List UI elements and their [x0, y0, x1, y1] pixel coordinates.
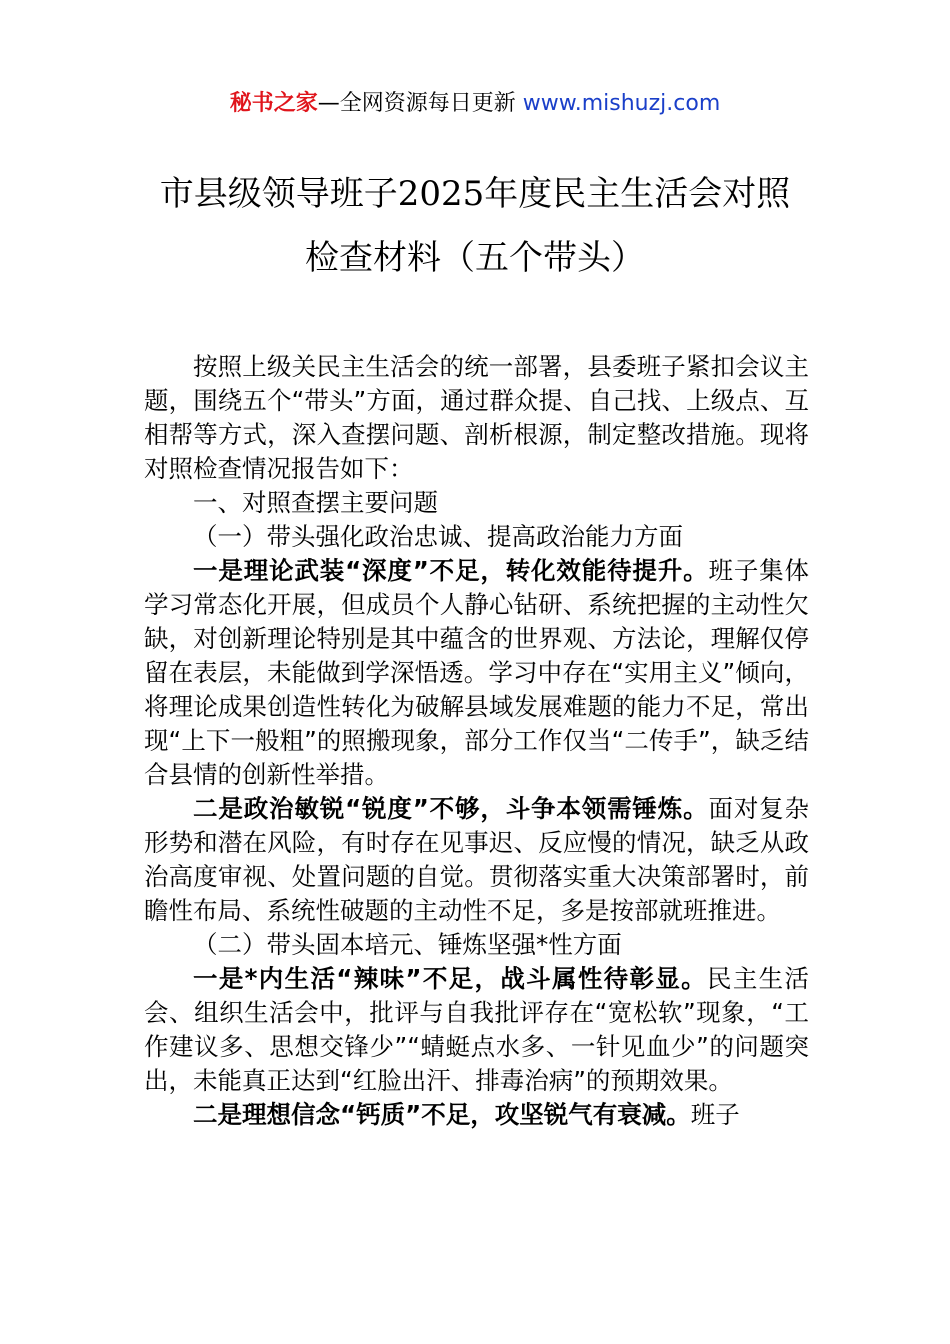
section-heading-1: 一、对照查摆主要问题 — [193, 488, 438, 517]
paragraph-3 — [144, 962, 809, 1098]
title-year: 2025 — [397, 174, 485, 214]
header-tagline: —全网资源每日更新 — [317, 91, 516, 116]
document-body — [144, 350, 809, 1132]
paragraph-2 — [144, 792, 809, 928]
subsection-heading-2: （二）带头固本培元、锤炼坚强*性方面 — [193, 930, 622, 959]
site-header — [0, 88, 950, 120]
paragraph-1-text: 班子集体学习常态化开展，但成员个人静心钻研、系统把握的主动性欠缺，对创新理论特别是其中蕴含的世界观、方法论，理解仅停留在表层，未能做到学深悟透。学习中存在“实用主义”倾向，将理论成果创造性转化为破解县域发展难题的能力不足，常出现“上下一般粗”的照搬现象，部分工作仅当“二传手”，缺乏结合县情的创新性举措。 — [144, 556, 810, 789]
document-title — [100, 162, 850, 290]
title-line-2: 检查材料（五个带头） — [305, 238, 645, 278]
intro-paragraph: 按照上级关民主生活会的统一部署，县委班子紧扣会议主题，围绕五个“带头”方面，通过群众提、自己找、上级点、互相帮等方式，深入查摆问题、剖析根源，制定整改措施。现将对照检查情况报告如下： — [144, 352, 809, 483]
paragraph-4-lead: 二是理想信念“钙质”不足，攻坚锐气有衰减。 — [193, 1100, 691, 1129]
brand-name: 秘书之家 — [229, 91, 318, 116]
title-line-1: 市县级领导班子2025年度民主生活会对照 — [159, 174, 791, 214]
paragraph-2-text: 面对复杂形势和潜在风险，有时存在见事迟、反应慢的情况，缺乏从政治高度审视、处置问题的自觉。贯彻落实重大决策部署时，前瞻性布局、系统性破题的主动性不足，多是按部就班推进。 — [144, 794, 810, 925]
paragraph-2-lead: 二是政治敏锐“锐度”不够，斗争本领需锤炼。 — [193, 794, 709, 823]
site-url-link[interactable]: www.mishuzj.com — [522, 91, 721, 116]
paragraph-4-text: 班子 — [690, 1100, 740, 1129]
paragraph-3-lead: 一是*内生活“辣味”不足，战斗属性待彰显。 — [193, 964, 708, 993]
subsection-heading-1: （一）带头强化政治忠诚、提高政治能力方面 — [193, 522, 683, 551]
paragraph-3-text: 民主生活会、组织生活会中，批评与自我批评存在“宽松软”现象，“工作建议多、思想交锋少”“蜻蜓点水多、一针见血少”的问题突出，未能真正达到“红脸出汗、排毒治病”的预期效果。 — [144, 964, 810, 1095]
paragraph-1-lead: 一是理论武装“深度”不足，转化效能待提升。 — [193, 556, 709, 585]
paragraph-4 — [144, 1098, 809, 1132]
paragraph-1 — [144, 554, 809, 792]
